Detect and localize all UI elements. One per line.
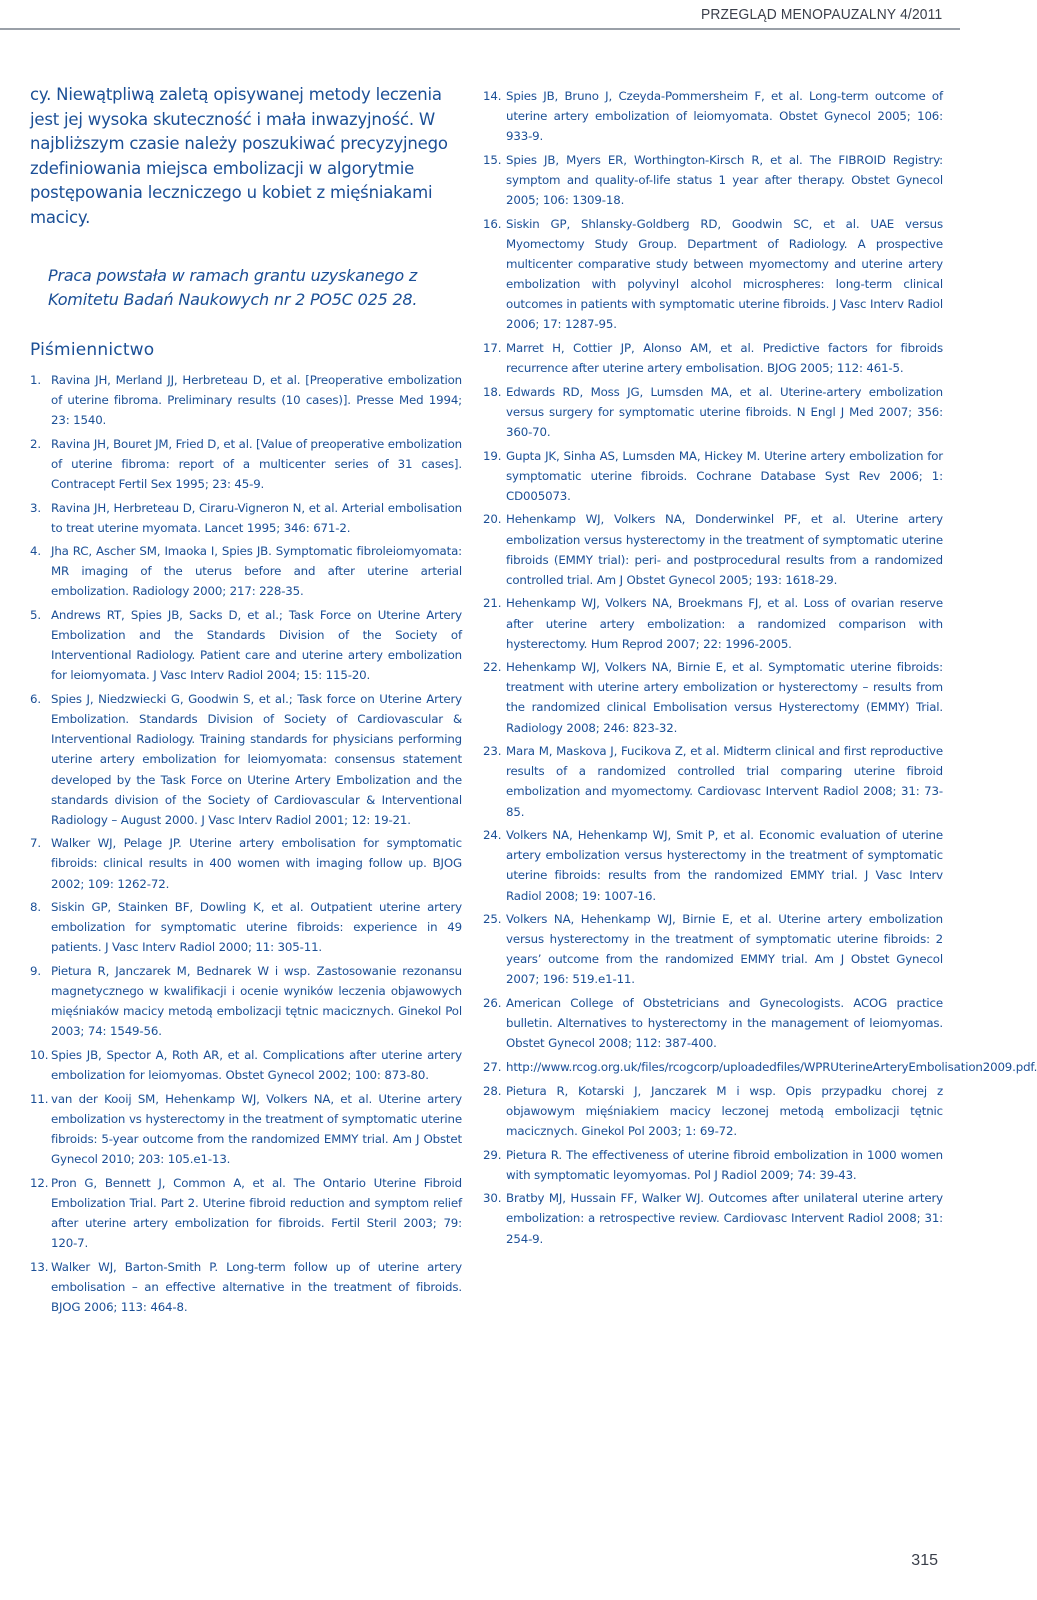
reference-number: 3. (30, 500, 41, 515)
reference-item (483, 593, 943, 653)
reference-text: Ravina JH, Merland JJ, Herbreteau D, et al. [Preoperative embolization of uterine fibroma. Preliminary results (10 cases)]. Presse Med 1994; 23: 1540. (51, 372, 462, 427)
reference-text: Spies JB, Bruno J, Czeyda-Pommersheim F, et al. Long-term outcome of uterine artery embolization of leiomyomata. Obstet Gynecol 2005; 106: 933-9. (506, 89, 943, 144)
reference-item (483, 1145, 943, 1185)
reference-text: Hehenkamp WJ, Volkers NA, Birnie E, et al. Symptomatic uterine fibroids: treatment with uterine artery embolization or hysterectomy – results from the randomized clinical Embolisation versus Hysterectomy (EMMY) Trial. Radiology 2008; 246: 823-32. (506, 660, 943, 735)
reference-number: 6. (30, 692, 41, 707)
reference-item (30, 897, 462, 957)
reference-number: 29. (483, 1147, 502, 1162)
reference-text: Ravina JH, Bouret JM, Fried D, et al. [Value of preoperative embolization of uterine fibroma: report of a multicenter series of 31 cases]. Contracept Fertil Sex 1995; 23: 45-9. (51, 436, 462, 491)
reference-text: Spies JB, Myers ER, Worthington-Kirsch R, et al. The FIBROID Registry: symptom and quality-of-life status 1 year after therapy. Obstet Gynecol 2005; 106: 1309-18. (506, 152, 943, 208)
reference-number: 14. (483, 89, 502, 103)
reference-number: 18. (483, 384, 502, 399)
reference-text: Hehenkamp WJ, Volkers NA, Donderwinkel PF, et al. Uterine artery embolization versus hysterectomy in the treatment of symptomatic uterine fibroids (EMMY trial): peri- and postprocedural results from a randomized controlled trial. Am J Obstet Gynecol 2005; 193: 1618-29. (506, 512, 943, 587)
reference-number: 7. (30, 836, 41, 851)
body-paragraph: cy. Niewątpliwą zaletą opisywanej metody leczenia jest jej wysoka skuteczność i mała inwazyjność. W najbliższym czasie należy poszukiwać precyzyjnego zdefiniowania miejsca embolizacji w algorytmie postępowania leczniczego u kobiet z mięśniakami macicy. (30, 85, 448, 227)
reference-number: 25. (483, 912, 502, 927)
reference-text: Pietura R, Kotarski J, Janczarek M i wsp. Opis przypadku chorej z objawowym mięśniakiem macicy leczonej metodą embolizacji tętnic macicznych. Ginekol Pol 2003; 1: 69-72. (506, 1083, 943, 1138)
reference-text: van der Kooij SM, Hehenkamp WJ, Volkers NA, et al. Uterine artery embolization vs hysterectomy in the treatment of symptomatic uterine fibroids: 5-year outcome from the randomized EMMY trial. Am J Obstet Gynecol 2010; 203: 105.e1-13. (51, 1091, 462, 1167)
reference-item (483, 825, 943, 905)
reference-text: Spies J, Niedzwiecki G, Goodwin S, et al.; Task force on Uterine Artery Embolization. Standards Division of Society of Cardiovascular & Interventional Radiology. Training standards for physicians performing uterine artery embolization for leiomyomata: consensus statement developed by the Task Force on Uterine Artery Embolization and the standards division of the Society of Cardiovascular & Interventional Radiology – August 2000. J Vasc Interv Radiol 2001; 12: 19-21. (51, 692, 462, 827)
reference-item (483, 382, 943, 442)
reference-text: Marret H, Cottier JP, Alonso AM, et al. Predictive factors for fibroids recurrence after uterine artery embolisation. BJOG 2005; 112: 461-5. (506, 340, 943, 375)
reference-item (30, 1089, 462, 1169)
reference-number: 28. (483, 1083, 502, 1098)
reference-number: 22. (483, 660, 502, 675)
grant-note: Praca powstała w ramach grantu uzyskanego z Komitetu Badań Naukowych nr 2 PO5C 025 28. (48, 265, 418, 310)
reference-text: Pietura R, Janczarek M, Bednarek W i wsp. Zastosowanie rezonansu magnetycznego w kwalifikacji i ocenie wyników leczenia objawowych mięśniaków macicy metodą embolizacji tętnic macicznych. Ginekol Pol 2003; 74: 1549-56. (51, 964, 462, 1039)
reference-text: Walker WJ, Pelage JP. Uterine artery embolisation for symptomatic fibroids: clinical results in 400 women with imaging follow up. BJOG 2002; 109: 1262-72. (51, 836, 462, 891)
reference-number: 8. (30, 900, 41, 915)
reference-number: 11. (30, 1091, 49, 1106)
reference-item (30, 370, 462, 430)
reference-text: Hehenkamp WJ, Volkers NA, Broekmans FJ, et al. Loss of ovarian reserve after uterine artery embolization: a randomized comparison with hysterectomy. Hum Reprod 2007; 22: 1996-2005. (506, 596, 943, 651)
reference-item (30, 434, 462, 494)
reference-list-left (30, 370, 462, 1317)
reference-number: 24. (483, 828, 502, 843)
reference-item (483, 446, 943, 506)
reference-text: Walker WJ, Barton-Smith P. Long-term follow up of uterine artery embolisation – an effective alternative in the treatment of fibroids. BJOG 2006; 113: 464-8. (51, 1259, 462, 1314)
reference-item (30, 961, 462, 1041)
reference-item (483, 741, 943, 821)
reference-item (483, 993, 943, 1053)
reference-text: Ravina JH, Herbreteau D, Ciraru-Vigneron N, et al. Arterial embolisation to treat uterine myomata. Lancet 1995; 346: 671-2. (51, 500, 462, 535)
reference-text: Siskin GP, Shlansky-Goldberg RD, Goodwin SC, et al. UAE versus Myomectomy Study Group. Department of Radiology. A prospective multicenter comparative study between myomectomy and uterine artery embolization with polyvinyl alcohol microspheres: long-term clinical outcomes in patients with symptomatic uterine fibroids. J Vasc Interv Radiol 2006; 17: 1287-95. (506, 216, 943, 332)
reference-number: 15. (483, 152, 502, 167)
reference-text: American College of Obstetricians and Gynecologists. ACOG practice bulletin. Alternatives to hysterectomy in the management of leiomyomas. Obstet Gynecol 2008; 112: 387-400. (506, 996, 943, 1051)
reference-number: 17. (483, 340, 502, 355)
reference-text: http://www.rcog.org.uk/files/rcogcorp/uploadedfiles/WPRUterineArteryEmbolisation2009.pdf. (506, 1060, 1037, 1075)
reference-text: Volkers NA, Hehenkamp WJ, Birnie E, et al. Uterine artery embolization versus hysterectomy in the treatment of symptomatic uterine fibroids: 2 years’ outcome from the randomized EMMY trial. Am J Obstet Gynecol 2007; 196: 519.e1-11. (506, 912, 943, 987)
right-column (483, 86, 1037, 1252)
reference-item (30, 541, 462, 601)
reference-item (30, 833, 462, 893)
reference-item (30, 1257, 462, 1317)
reference-number: 30. (483, 1191, 502, 1206)
reference-item (30, 498, 462, 538)
reference-text: Siskin GP, Stainken BF, Dowling K, et al. Outpatient uterine artery embolization for symptomatic uterine fibroids: experience in 49 patients. J Vasc Interv Radiol 2000; 11: 305-11. (51, 900, 462, 955)
reference-text: Edwards RD, Moss JG, Lumsden MA, et al. Uterine-artery embolization versus surgery for symptomatic uterine fibroids. N Engl J Med 2007; 356: 360-70. (506, 384, 943, 439)
reference-text: Spies JB, Spector A, Roth AR, et al. Complications after uterine artery embolization for leiomyomas. Obstet Gynecol 2002; 100: 873-80. (51, 1048, 462, 1083)
references-title: Piśmiennictwo (30, 339, 155, 360)
reference-number: 12. (30, 1175, 49, 1190)
reference-text: Gupta JK, Sinha AS, Lumsden MA, Hickey M. Uterine artery embolization for symptomatic uterine fibroids. Cochrane Database Syst Rev 2006; 1: CD005073. (506, 448, 943, 503)
reference-number: 13. (30, 1259, 49, 1274)
reference-text: Pietura R. The effectiveness of uterine fibroid embolization in 1000 women with symptomatic leyomyomas. Pol J Radiol 2009; 74: 39-43. (506, 1147, 943, 1182)
reference-item (30, 605, 462, 685)
reference-number: 27. (483, 1060, 502, 1075)
reference-number: 4. (30, 544, 41, 559)
reference-number: 23. (483, 744, 502, 759)
reference-item (483, 214, 943, 335)
reference-number: 26. (483, 996, 502, 1011)
reference-item (483, 1057, 1037, 1077)
running-head: PRZEGLĄD MENOPAUZALNY 4/2011 (700, 6, 942, 23)
reference-number: 19. (483, 448, 502, 463)
reference-text: Mara M, Maskova J, Fucikova Z, et al. Midterm clinical and first reproductive results of a randomized controlled trial comparing uterine fibroid embolization and myomectomy. Cardiovasc Intervent Radiol 2008; 31: 73- 85. (506, 744, 943, 819)
reference-number: 20. (483, 512, 502, 527)
header-rule (0, 28, 960, 30)
reference-item (30, 1045, 462, 1085)
reference-number: 10. (30, 1048, 49, 1063)
reference-item (30, 1173, 462, 1253)
reference-item (483, 338, 943, 378)
reference-text: Volkers NA, Hehenkamp WJ, Smit P, et al. Economic evaluation of uterine artery embolization versus hysterectomy in the treatment of symptomatic uterine fibroids: results from the randomized EMMY trial. J Vasc Interv Radiol 2008; 19: 1007-16. (506, 828, 943, 903)
reference-number: 16. (483, 216, 502, 231)
reference-text: Jha RC, Ascher SM, Imaoka I, Spies JB. Symptomatic fibroleiomyomata: MR imaging of the uterus before and after uterine arterial embolization. Radiology 2000; 217: 228-35. (51, 544, 462, 599)
reference-list-right (483, 86, 1037, 1249)
reference-number: 9. (30, 964, 41, 979)
left-column (30, 83, 462, 1321)
reference-item (483, 909, 943, 989)
reference-number: 1. (30, 372, 41, 387)
reference-text: Andrews RT, Spies JB, Sacks D, et al.; Task Force on Uterine Artery Embolization and the Standards Division of the Society of Interventional Radiology. Patient care and uterine artery embolization for leiomyomata. J Vasc Interv Radiol 2004; 15: 115-20. (51, 608, 462, 683)
reference-text: Bratby MJ, Hussain FF, Walker WJ. Outcomes after unilateral uterine artery embolization: a retrospective review. Cardiovasc Intervent Radiol 2008; 31: 254-9. (506, 1191, 943, 1246)
reference-item (483, 657, 943, 737)
reference-item (30, 689, 462, 830)
page-number: 315 (911, 1552, 938, 1569)
reference-number: 21. (483, 596, 502, 611)
reference-number: 2. (30, 436, 41, 451)
reference-item (483, 150, 943, 210)
reference-item (483, 1188, 943, 1248)
reference-item (483, 509, 943, 589)
reference-item (483, 1081, 943, 1141)
reference-number: 5. (30, 608, 41, 623)
reference-text: Pron G, Bennett J, Common A, et al. The Ontario Uterine Fibroid Embolization Trial. Part 2. Uterine fibroid reduction and symptom relief after uterine artery embolization for fibroids. Fertil Steril 2003; 79: 120-7. (51, 1175, 462, 1251)
reference-item (483, 86, 943, 146)
